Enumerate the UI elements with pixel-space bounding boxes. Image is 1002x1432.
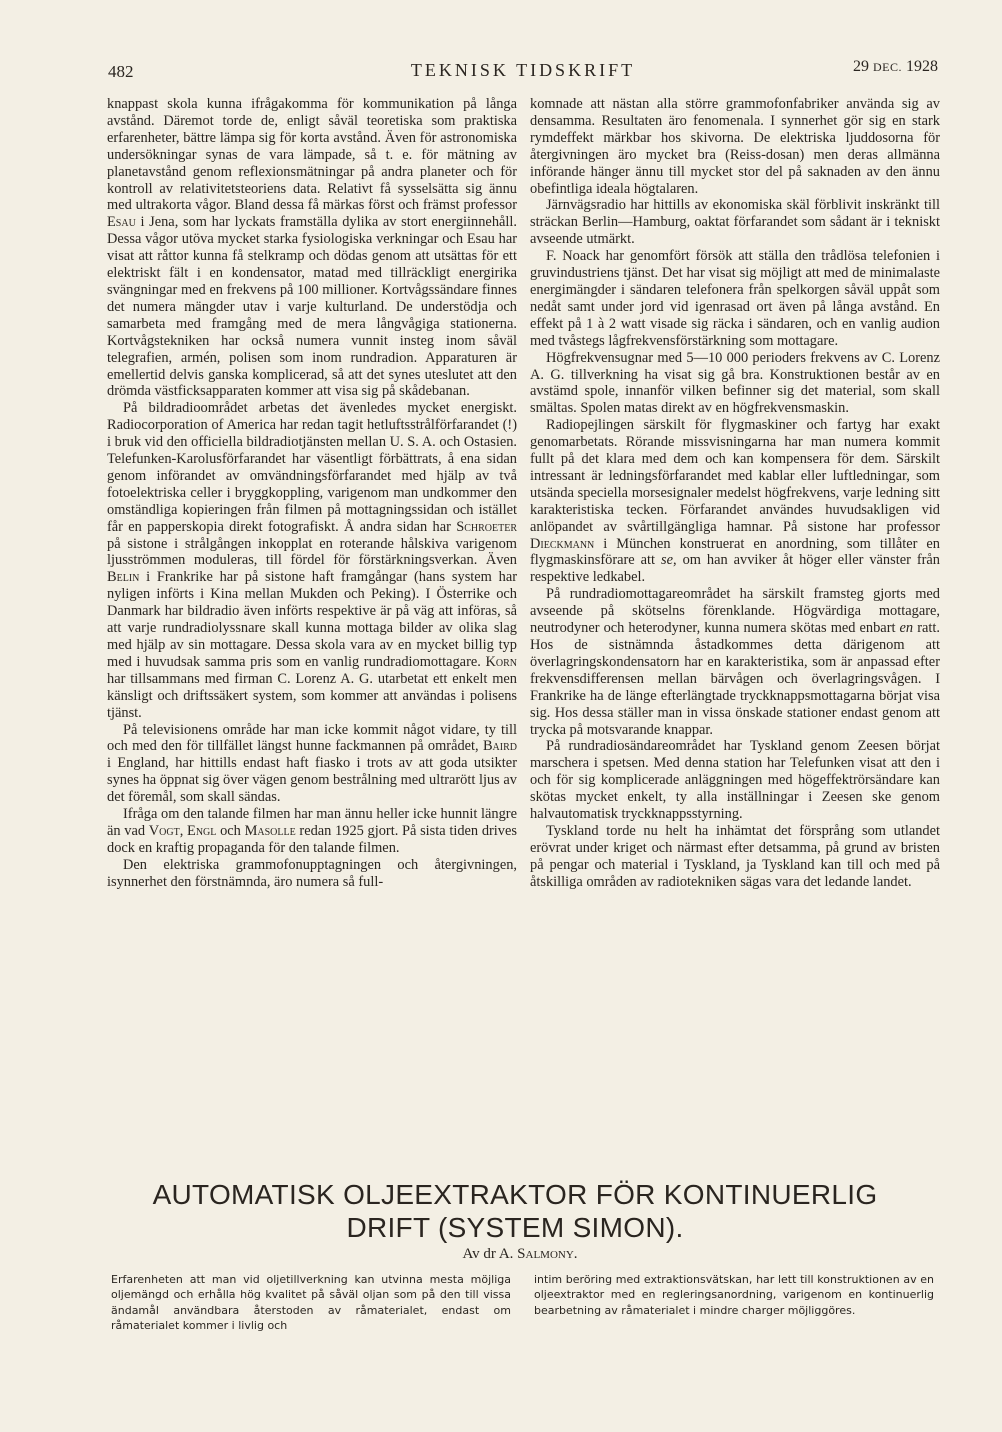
author-name: Salmony	[517, 1246, 574, 1262]
paragraph: Tyskland torde nu helt ha inhämtat det försprång som utlandet erövrat under kriget och närmast efter detsamma, på grund av bristen på pengar och material i Tyskland, ja Tyskland kan till och med på åtskilliga områden av radiotekniken sägas vara det ledande landet.	[530, 822, 940, 890]
person-name: Schroeter	[456, 518, 517, 535]
abstract-right: intim beröring med extraktionsvätskan, har lett till konstruktionen av en oljeextraktor med en regleringsanordning, varigenom en kontinuerlig bearbetning av råmaterialet i mindre charger möjliggöres.	[534, 1273, 934, 1317]
abstract-left: Erfarenheten att man vid oljetillverkning kan utvinna mesta möjliga oljemängd och erhålla hög kvalitet på såväl oljan som på den till vissa ändamål användbara återstoden av råmaterialet, endast om råmaterialet kommer i livlig och	[111, 1273, 511, 1332]
paragraph: På rundradiomottagareområdet ha särskilt framsteg gjorts med avseende på skötselns förenklande. Högvärdiga mottagare, neutrodyner och heterodyner, kunna numera skötas med enbart en ratt. Hos de sistnämnda åstadkommes detta därigenom att överlagringskondensatorn har en karakteristika, som är anpassad efter frekvensdifferensen mellan bärvågen och överlagringsvågen. I Frankrike ha de länge efterlängtade tryckknappsmottagarna börjat visa sig. Hos dessa ställer man in vissa önskade stationer endast genom att trycka på motsvarande knappar.	[530, 586, 940, 738]
right-column	[530, 96, 940, 891]
paragraph: Järnvägsradio har hittills av ekonomiska skäl förblivit inskränkt till sträckan Berlin—Hamburg, oaktat förfarandet som sådant är i tekniskt avseende utmärkt.	[530, 197, 940, 248]
journal-title: TEKNISK TIDSKRIFT	[410, 60, 636, 80]
person-name: Masolle	[244, 822, 296, 839]
person-name: Korn	[485, 653, 517, 670]
paragraph: knappast skola kunna ifrågakomma för kommunikation på långa avstånd. Däremot torde de, enligt såväl teoretiska som praktiska erfarenheter, bättre lämpa sig för korta avstånd. Även för astronomiska undersökningar synas de vara lämpade, så t. e. för mätning av planetavstånd genom reflexionsmätningar på andra planeter och för kontroll av relativitetsteoriens data. Relativt få sysselsätta sig ännu med ultrakorta vågor. Bland dessa få märkas först och främst professor Esau i Jena, som har lyckats framställa dylika av stort energiinnehåll. Dessa vågor utöva mycket starka fysiologiska verkningar och Esau har visat att råttor kunna få stelkramp och dödas genom att utsättas för ett elektriskt fält i en kondensator, matad med tillräckligt energirika svängningar med en frekvens på 100 millioner. Kortvågssändare finnes det numera mängder utav i varje kulturland. De understödja och samarbeta med framgång med de mera långvågiga stationerna. Kortvågstekniken har också numera vunnit insteg inom såväl telegrafien, armén, polisen som inom rundradion. Apparaturen är emellertid delvis ganska komplicerad, så att det synes uteslutet att den drömda västficksapparaten kommer att visa sig på skådebanan.	[107, 96, 517, 400]
paragraph: På bildradioområdet arbetas det ävenledes mycket energiskt. Radiocorporation of America har redan tagit hetluftsstrålförfarandet (!) i bruk vid den officiella bildradiotjänsten mellan U. S. A. och Ostasien. Telefunken-Karolusförfarandet har väsentligt förbättrats, å ena sidan genom införandet av omvändningsförfarandet med hjälp av två fotoelektriska celler i bryggkoppling, varigenom man undkommer den omständliga kopieringen från filmen på mottagningssidan och istället får en papperskopia direkt fotografiskt. Å andra sidan har Schroeter på sistone i strålgången inkopplat en roterande hålskiva varigenom ljusströmmen moduleras, till fördel för förstärkningsverkan. Även Belin i Frankrike har på sistone haft framgångar (hans system har nyligen införts i Kina mellan Mukden och Peking). I Österrike och Danmark har bildradio även införts respektive är på väg att införas, så att varje rundradiolyssnare skall kunna mottaga bilder av olika slag med hjälp av sin mottagare. Dessa skola vara av en mycket billig typ med i huvudsak samma pris som en vanlig rundradiomottagare. Korn har tillsammans med firman C. Lorenz A. G. utarbetat ett enkelt men känsligt och driftssäkert system, som kommer att användas i polisens tjänst.	[107, 400, 517, 721]
paragraph: Radiopejlingen särskilt för flygmaskiner och fartyg har exakt genomarbetats. Rörande missvisningarna har man numera kommit fullt på det klara med dem och kan kompensera för dem. Särskilt intressant är ledningsförfarandet med kablar eller luftledningar, som utsända speciella morsesignaler medelst högfrekvens, varje ledning sitt karakteristiska tecken. Förfarandet användes huvudsakligen vid anlöpandet av svårtillgängliga hamnar. På sistone har professor Dieckmann i München konstruerat en anordning, som tillåter en flygmaskinsförare att se, om han avviker åt höger eller vänster från respektive ledkabel.	[530, 417, 940, 586]
paragraph: Högfrekvensugnar med 5—10 000 perioders frekvens av C. Lorenz A. G. tillverkning ha visat sig gå bra. Konstruktionen består av en avstämd spole, innanför vilken befinner sig det material, som skall smältas. Spolen matas direkt av en högfrekvensmaskin.	[530, 349, 940, 417]
person-name: Esau	[107, 214, 136, 231]
issue-date: 29 DEC. 1928	[853, 58, 938, 75]
left-column	[107, 96, 517, 891]
paragraph: Den elektriska grammofonupptagningen och återgivningen, isynnerhet den förstnämnda, äro numera så full-	[107, 856, 517, 890]
paragraph: F. Noack har genomfört försök att ställa den trådlösa telefonien i gruvindustriens tjänst. Det har visat sig möjligt att med de minimalaste energimängder i sändaren telefonera från spelkorgen såväl uppåt som nedåt samt under jord vid igenrasad ort även på långa avstånd. En effekt på 1 à 2 watt visade sig räcka i sändaren, och en vanlig audion med tvåstegs lågfrekvensförstärkning som mottagare.	[530, 248, 940, 349]
paragraph: Ifråga om den talande filmen har man ännu heller icke hunnit längre än vad Vogt, Engl och Masolle redan 1925 gjort. På sista tiden drives dock en kraftig propaganda för den talande filmen.	[107, 806, 517, 856]
page-number: 482	[108, 62, 134, 81]
person-name: Engl	[187, 822, 217, 839]
article-title-line: AUTOMATISK OLJEEXTRAKTOR FÖR KONTINUERLIG	[152, 1179, 878, 1210]
article-title	[100, 1178, 930, 1244]
page-header	[108, 58, 938, 82]
person-name: Baird	[482, 738, 517, 755]
person-name: Belin	[107, 569, 140, 586]
person-name: Dieckmann	[530, 535, 595, 552]
article-title-line: DRIFT (SYSTEM SIMON).	[346, 1212, 684, 1243]
person-name: Vogt	[148, 822, 180, 839]
author-byline: Av dr A. Salmony.	[462, 1246, 578, 1262]
paragraph: På rundradiosändareområdet har Tyskland genom Zeesen börjat marschera i spetsen. Med denna station har Telefunken visat att den i och för sig komplicerade anläggningen med högeffektrörsändare kan skötas mycket enkelt, ty alla inställningar i Zeesen ske genom halvautomatisk tryckknappsstyrning.	[530, 738, 940, 823]
paragraph: komnade att nästan alla större grammofonfabriker använda sig av densamma. Resultaten äro fenomenala. I synnerhet gör sig en stark rymdeffekt märkbar hos skivorna. De elektriska ljuddosorna för återgivningen äro mycket bra (Reiss-dosan) men deras allmänna införande hänger ännu till mycket stor del på saknaden av den ännu obefintliga ideala högtalaren.	[530, 96, 940, 197]
paragraph: På televisionens område har man icke kommit något vidare, ty till och med den för tillfället längst hunne fackmannen på området, Baird i England, har hittills endast haft fiasko i trots av att goda utsikter synes ha öppnat sig över vägen genom bestrålning med ultrarött ljus av det föremål, som skall sändas.	[107, 721, 517, 806]
